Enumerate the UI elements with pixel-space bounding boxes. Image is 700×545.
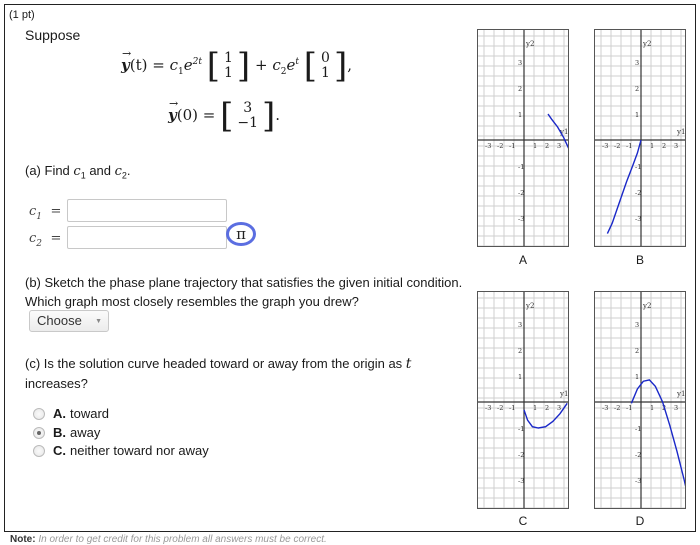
radio-neither[interactable] [33,445,45,457]
y-tick-label: -2 [518,451,525,459]
y-tick-label: -2 [518,189,525,197]
y-tick-label: 1 [518,373,523,381]
points-label: (1 pt) [9,9,35,21]
y-tick-label: 1 [518,111,523,119]
y-tick-label: 2 [635,347,640,355]
graph-b-label: B [635,253,644,267]
y-tick-label: -3 [635,215,642,223]
y-tick-label: 1 [635,373,640,381]
x-tick-label: 3 [557,142,562,150]
y-tick-label: -3 [635,477,642,485]
y-tick-label: 2 [635,85,640,93]
x-tick-label: 3 [557,404,562,412]
y-tick-label: 3 [635,59,640,67]
graph-d [594,291,686,509]
graph-c-label: C [518,514,528,528]
x-axis-label: y1 [677,390,686,398]
x-tick-label: -3 [485,142,492,150]
chevron-down-icon: ▼ [95,318,102,325]
y-tick-label: -2 [635,189,642,197]
y-tick-label: 3 [518,321,523,329]
part-c-prompt: (c) Is the solution curve headed toward or away from the origin as t increases? [25,356,412,391]
suppose-text: Suppose [25,27,81,43]
x-axis-label: y1 [560,128,569,136]
pi-symbol-button[interactable]: π [226,222,256,246]
vector-1: 1 1 [224,50,233,81]
x-tick-label: -3 [602,404,609,412]
graph-c [477,291,569,509]
graph-a [477,29,569,247]
x-axis-label: y1 [560,390,569,398]
y-axis-label: y2 [526,40,535,48]
part-a-prompt: (a) Find $c_1$ and $c_2$. [25,163,131,181]
x-tick-label: -2 [497,404,504,412]
x-tick-label: -3 [485,404,492,412]
x-tick-label: -2 [614,404,621,412]
x-tick-label: 1 [650,142,655,150]
x-tick-label: -1 [509,404,516,412]
x-tick-label: -3 [602,142,609,150]
x-tick-label: 1 [533,404,538,412]
x-tick-label: 2 [662,142,667,150]
initial-condition-equation: → y(0) = [ 3 −1 ]. [168,96,281,136]
option-away[interactable]: B. away [33,425,100,440]
y-tick-label: -3 [518,477,525,485]
vector-2: 0 1 [321,50,330,81]
x-tick-label: 2 [545,404,550,412]
graph-d-label: D [635,514,645,528]
graph-choice-select[interactable]: Choose ▼ [29,310,109,332]
radio-away[interactable] [33,427,45,439]
general-solution-equation: → $y(t) = c_1e^{2t}$ [ 1 1 ] + $c_2e^t$ [ 0 1 ], [121,46,352,86]
x-tick-label: -2 [614,142,621,150]
y-tick-label: 1 [635,111,640,119]
y-axis-label: y2 [643,302,652,310]
credit-note: Note: In order to get credit for this problem all answers must be correct. [10,534,327,545]
y-tick-label: -1 [518,425,525,433]
option-toward[interactable]: A. toward [33,406,109,421]
x-tick-label: 1 [650,404,655,412]
x-axis-label: y1 [677,128,686,136]
vector-y: y [121,56,130,74]
initial-vector: 3 −1 [237,100,258,131]
y-axis-label: y2 [526,302,535,310]
graph-a-label: A [518,253,527,267]
c1-label: $c_1$ = [29,204,62,223]
x-tick-label: -1 [626,404,633,412]
c2-label: $c_2$ = [29,231,62,250]
y-tick-label: 3 [518,59,523,67]
part-b-prompt: (b) Sketch the phase plane trajectory that satisfies the given initial condition. Which graph most closely resembles the graph you drew? [25,275,463,309]
x-tick-label: 3 [674,404,679,412]
x-tick-label: 1 [533,142,538,150]
x-tick-label: -2 [497,142,504,150]
x-tick-label: 2 [545,142,550,150]
y-tick-label: 2 [518,85,523,93]
c1-input[interactable] [67,199,227,222]
y-axis-label: y2 [643,40,652,48]
y-tick-label: -3 [518,215,525,223]
x-tick-label: -1 [626,142,633,150]
y-tick-label: -1 [518,163,525,171]
y-tick-label: -2 [635,451,642,459]
radio-toward[interactable] [33,408,45,420]
option-neither[interactable]: C. neither toward nor away [33,443,209,458]
c2-input[interactable] [67,226,227,249]
y-tick-label: 2 [518,347,523,355]
x-tick-label: 3 [674,142,679,150]
y-tick-label: -1 [635,425,642,433]
x-tick-label: 2 [662,404,667,412]
y-tick-label: -1 [635,163,642,171]
graph-b [594,29,686,247]
y-tick-label: 3 [635,321,640,329]
x-tick-label: -1 [509,142,516,150]
